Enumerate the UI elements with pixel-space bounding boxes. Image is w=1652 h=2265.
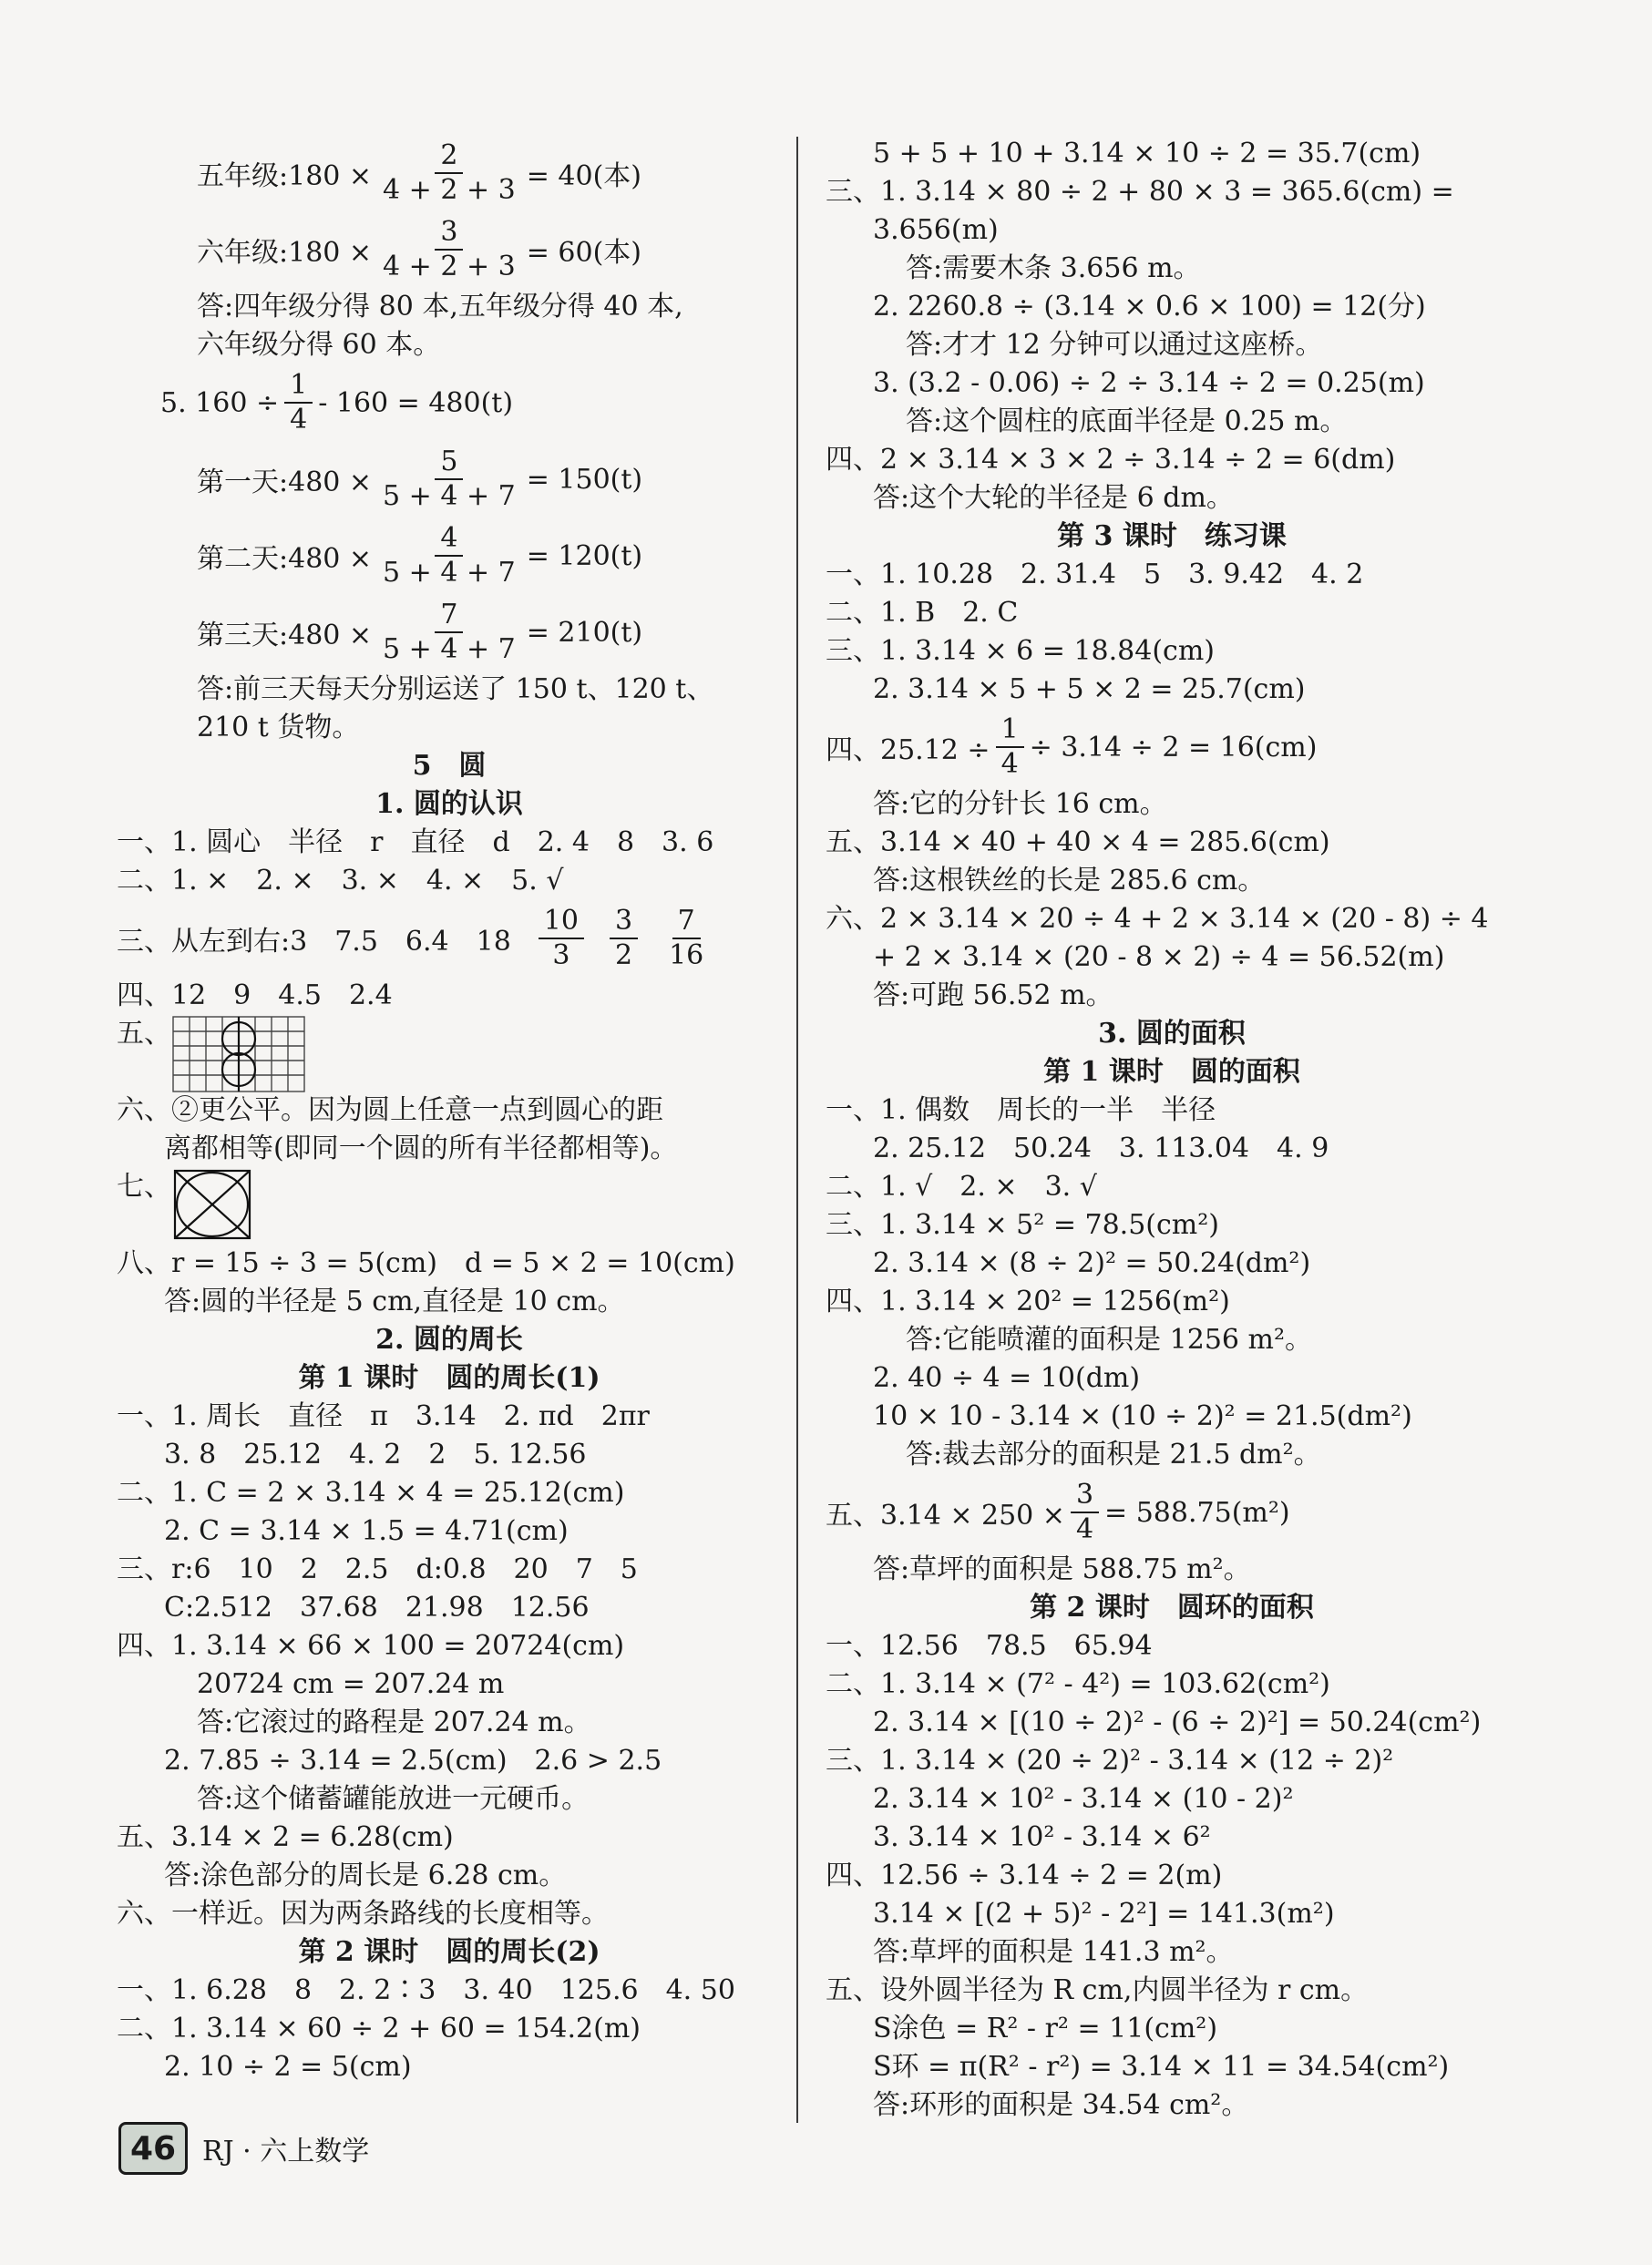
answer-line: 2. 2260.8 ÷ (3.14 × 0.6 × 100) = 12(分) [873,291,1426,323]
book-label: RJ · 六上数学 [202,2136,370,2168]
answer-line [826,1474,1518,1551]
answer-line: 六、2 × 3.14 × 20 ÷ 4 + 2 × 3.14 × (20 - 8) ÷ 4 [826,903,1489,935]
answer-line: 2. 7.85 ÷ 3.14 = 2.5(cm) 2.6 > 2.5 [164,1745,662,1777]
numerator: 4 [435,522,463,557]
fraction [539,905,584,972]
numerator: 3 [435,216,463,251]
formula-text: 五年级:180 × [197,160,373,192]
answer-line: 八、r = 15 ÷ 3 = 5(cm) d = 5 × 2 = 10(cm) [117,1247,735,1279]
lesson-title: 第 1 课时 圆的面积 [1043,1056,1300,1088]
denominator: 5 + 4 + 7 [383,633,516,665]
fraction [996,713,1024,781]
answer-line [117,1168,782,1245]
fraction [377,446,521,513]
answer-line: 10 × 10 - 3.14 × (10 ÷ 2)² = 21.5(dm²) [873,1400,1412,1432]
answer-line: 答:它的分针长 16 cm。 [873,788,1167,820]
formula-text: 第二天:480 × [197,543,373,575]
answer-line: 2. 3.14 × 5 + 5 × 2 = 25.7(cm) [873,673,1306,705]
formula-text: 第三天:480 × [197,620,373,651]
fraction [284,369,313,436]
answer-line: C:2.512 37.68 21.98 12.56 [164,1592,590,1624]
answer-line: 2. 3.14 × (8 ÷ 2)² = 50.24(dm²) [873,1247,1311,1279]
answer-line [117,441,782,518]
formula-text: = 588.75(m²) [1104,1496,1290,1529]
denominator: 5 + 4 + 7 [383,480,516,512]
answer-line: 3. 3.14 × 10² - 3.14 × 6² [873,1821,1211,1853]
fraction [377,216,521,283]
answer-line: 答:裁去部分的面积是 21.5 dm²。 [906,1439,1321,1471]
fraction [377,139,521,207]
answer-line: 一、1. 周长 直径 π 3.14 2. πd 2πr [117,1400,650,1432]
denominator: 4 [1075,1513,1094,1545]
denominator: 2 [614,939,633,971]
answer-line: 四、1. 3.14 × 20² = 1256(m²) [826,1286,1230,1317]
denominator: 4 + 2 + 3 [383,174,516,206]
page-footer [118,2123,369,2174]
answer-line: 2. C = 3.14 × 1.5 = 4.71(cm) [164,1515,569,1547]
item-label: 五、 [117,1018,171,1050]
section-title: 1. 圆的认识 [375,788,523,820]
answer-line: 三、1. 3.14 × 5² = 78.5(cm²) [826,1209,1219,1241]
answer-line: 二、1. B 2. C [826,597,1019,629]
answer-line: 四、1. 3.14 × 66 × 100 = 20724(cm) [117,1630,625,1662]
lesson-title: 第 2 课时 圆的周长(2) [298,1936,600,1968]
answer-line: 一、12.56 78.5 65.94 [826,1630,1153,1662]
answer-line: 答:圆的半径是 5 cm,直径是 10 cm。 [164,1286,625,1317]
formula-text: = 120(t) [526,539,643,572]
answer-line: 答:才才 12 分钟可以通过这座桥。 [906,329,1323,361]
answer-line: 2. 25.12 50.24 3. 113.04 4. 9 [873,1132,1329,1164]
answer-line: 210 t 货物。 [197,712,360,743]
formula-text: 五、3.14 × 250 × [826,1500,1065,1532]
answer-line: 三、1. 3.14 × 80 ÷ 2 + 80 × 3 = 365.6(cm) = [826,176,1454,208]
answer-line: 3. (3.2 - 0.06) ÷ 2 ÷ 3.14 ÷ 2 = 0.25(m) [873,367,1425,399]
answer-line: 答:这根铁丝的长是 285.6 cm。 [873,865,1266,897]
column-divider [796,137,798,2123]
answer-line: 六年级分得 60 本。 [197,329,441,361]
answer-line: 六、②更公平。因为圆上任意一点到圆心的距 [117,1094,663,1126]
answer-line: 答:需要木条 3.656 m。 [906,252,1201,284]
denominator: 4 [290,404,308,436]
answer-line [117,518,782,594]
section-title: 2. 圆的周长 [375,1324,523,1356]
answer-line: 一、1. 10.28 2. 31.4 5 3. 9.42 4. 2 [826,559,1364,590]
numerator: 10 [539,905,584,939]
answer-line: S涂色 = R² - r² = 11(cm²) [873,2013,1218,2045]
numerator: 7 [435,599,463,633]
answer-line: 二、1. × 2. × 3. × 4. × 5. √ [117,865,564,897]
answer-line [117,1015,782,1092]
formula-text: = 60(本) [526,237,641,269]
lesson-title: 第 3 课时 练习课 [1057,520,1287,552]
denominator: 3 [552,939,570,971]
formula-text: 第一天:480 × [197,466,373,498]
numerator: 7 [672,905,701,939]
answer-line: 答:可跑 56.52 m。 [873,979,1113,1011]
numerator: 2 [435,139,463,174]
answer-line: 五、3.14 × 40 + 40 × 4 = 285.6(cm) [826,826,1330,858]
answer-line: 答:涂色部分的周长是 6.28 cm。 [164,1860,567,1891]
answer-line [117,364,782,441]
answer-line: 三、r:6 10 2 2.5 d:0.8 20 7 5 [117,1553,638,1585]
fraction [610,905,638,972]
answer-line: 答:草坪的面积是 141.3 m²。 [873,1936,1234,1968]
numerator: 1 [284,369,313,404]
formula-text: = 210(t) [526,616,643,649]
formula-text: 六年级:180 × [197,237,373,269]
answer-line [117,135,782,211]
answer-line: 2. 40 ÷ 4 = 10(dm) [873,1362,1141,1394]
answer-line: S环 = π(R² - r²) = 3.14 × 11 = 34.54(cm²) [873,2051,1450,2083]
answer-line: 答:它能喷灌的面积是 1256 m²。 [906,1324,1313,1356]
answer-line: 答:草坪的面积是 588.75 m²。 [873,1553,1251,1585]
formula-text: 5. 160 ÷ [160,386,280,419]
answer-line: 五、设外圆半径为 R cm,内圆半径为 r cm。 [826,1974,1369,2006]
answer-line: 四、2 × 3.14 × 3 × 2 ÷ 3.14 ÷ 2 = 6(dm) [826,444,1396,476]
answer-line: 答:这个储蓄罐能放进一元硬币。 [197,1783,590,1815]
left-column [117,135,782,2086]
answer-line: 答:环形的面积是 34.54 cm²。 [873,2089,1249,2121]
answer-line: 答:前三天每天分别运送了 150 t、120 t、 [197,673,714,705]
answer-line: 五、3.14 × 2 = 6.28(cm) [117,1821,454,1853]
answer-line: 六、一样近。因为两条路线的长度相等。 [117,1898,609,1930]
formula-text: - 160 = 480(t) [318,386,514,419]
answer-line: 2. 3.14 × [(10 ÷ 2)² - (6 ÷ 2)²] = 50.24(cm²) [873,1706,1482,1738]
answer-line: 答:四年级分得 80 本,五年级分得 40 本, [197,291,683,323]
answer-line: 四、12 9 4.5 2.4 [117,979,393,1011]
answer-line: 答:这个大轮的半径是 6 dm。 [873,482,1234,514]
answer-line: 离都相等(即同一个圆的所有半径都相等)。 [164,1132,678,1164]
answer-line: 20724 cm = 207.24 m [197,1668,505,1700]
answer-line: 二、1. C = 2 × 3.14 × 4 = 25.12(cm) [117,1477,625,1509]
fraction [377,599,521,666]
answer-line: 2. 3.14 × 10² - 3.14 × (10 - 2)² [873,1783,1294,1815]
right-column [826,135,1518,2125]
answer-line: 一、1. 6.28 8 2. 2∶3 3. 40 125.6 4. 50 [117,1974,735,2006]
numerator: 1 [996,713,1024,748]
answer-line: 3.14 × [(2 + 5)² - 2²] = 141.3(m²) [873,1898,1335,1930]
formula-text: = 150(t) [526,463,643,496]
answer-line: 2. 10 ÷ 2 = 5(cm) [164,2051,412,2083]
answer-line: 3. 8 25.12 4. 2 2 5. 12.56 [164,1439,587,1471]
answer-line: 5 + 5 + 10 + 3.14 × 10 ÷ 2 = 35.7(cm) [873,138,1421,169]
fraction [377,522,521,589]
numerator: 3 [1071,1479,1099,1513]
denominator: 4 + 2 + 3 [383,251,516,282]
square-circle-figure [171,1168,253,1252]
numerator: 3 [610,905,638,939]
fraction [1071,1479,1099,1546]
answer-line: 一、1. 偶数 周长的一半 半径 [826,1094,1216,1126]
answer-line [117,900,782,977]
answer-line: 二、1. 3.14 × (7² - 4²) = 103.62(cm²) [826,1668,1330,1700]
formula-text: = 40(本) [526,160,641,192]
answer-line: 三、1. 3.14 × (20 ÷ 2)² - 3.14 × (12 ÷ 2)² [826,1745,1394,1777]
answer-line [117,594,782,671]
page-number: 46 [118,2122,188,2175]
answer-line: 3.656(m) [873,214,999,246]
answer-line: 四、12.56 ÷ 3.14 ÷ 2 = 2(m) [826,1860,1223,1891]
lesson-title: 第 1 课时 圆的周长(1) [298,1362,600,1394]
answer-line: 二、1. √ 2. × 3. √ [826,1171,1097,1203]
denominator: 4 [1000,748,1019,780]
answer-line: 答:这个圆柱的底面半径是 0.25 m。 [906,405,1348,437]
formula-text: ÷ 3.14 ÷ 2 = 16(cm) [1029,731,1318,764]
chapter-title: 5 圆 [412,750,487,782]
answer-line: 二、1. 3.14 × 60 ÷ 2 + 60 = 154.2(m) [117,2013,641,2045]
answer-line [826,709,1518,785]
formula-text: 三、从左到右:3 7.5 6.4 18 [117,926,511,958]
answer-line: + 2 × 3.14 × (20 - 8 × 2) ÷ 4 = 56.52(m) [873,941,1445,973]
item-label: 七、 [117,1171,171,1203]
answer-line: 一、1. 圆心 半径 r 直径 d 2. 4 8 3. 6 [117,826,714,858]
answer-line [117,211,782,288]
numerator: 5 [435,446,463,480]
formula-text: 四、25.12 ÷ [826,734,990,766]
lesson-title: 第 2 课时 圆环的面积 [1030,1592,1314,1624]
denominator: 16 [669,939,704,971]
answer-line: 答:它滚过的路程是 207.24 m。 [197,1706,591,1738]
denominator: 5 + 4 + 7 [383,557,516,589]
fraction [663,905,709,972]
answer-line: 三、1. 3.14 × 6 = 18.84(cm) [826,635,1216,667]
section-title: 3. 圆的面积 [1098,1018,1246,1050]
